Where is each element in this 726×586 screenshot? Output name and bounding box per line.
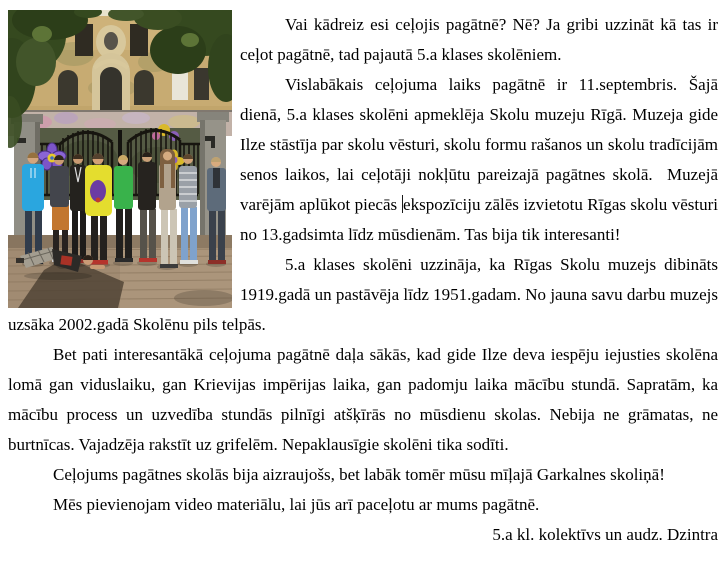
- signature-line: 5.a kl. kolektīvs un audz. Dzintra: [492, 525, 718, 544]
- paragraph-3: 5.a klases skolēni uzzināja, ka Rīgas Skolu muzejs dibināts 1919.gadā un pastāvēja līdz 1951.gadam. No jauna savu darbu muzejs uzsāka 2002.gadā Skolēnu pils telpās.: [8, 255, 718, 334]
- class-photo: [8, 10, 232, 308]
- paragraph-4: Bet pati interesantākā ceļojuma pagātnē daļa sākās, kad gide Ilze deva iespēju iejusties skolēna lomā gan viduslaiku, gan Krievijas impērijas laika, gan padomju laika mācību stundā. Sapratām, ka mācību process un uzvedība stundās pilnīgi atšķīrās no mūsdienu skolas. Nebija ne grāmatas, ne burtnīcas. Vajadzēja rakstīt uz grifelēm. Nepaklausīgie skolēni tika sodīti.: [8, 345, 718, 454]
- window: [194, 68, 209, 100]
- window: [58, 70, 78, 105]
- paragraph-1: Vai kādreiz esi ceļojis pagātnē? Nē? Ja gribi uzzināt kā tas ir ceļot pagātnē, tad pajautā 5.a klases skolēniem.: [240, 15, 718, 64]
- paragraph-2-after-cursor: ekspozīciju zālēs izvietotu Rīgas skolu vēsturi no 13.gadsimta līdz mūsdienām. Tas bija tik interesanti!: [240, 195, 718, 244]
- ornate-portal: [92, 53, 130, 110]
- paragraph-5: Ceļojums pagātnes skolās bija aizraujošs, bet labāk tomēr mūsu mīļajā Garkalnes skoliņā!: [53, 465, 665, 484]
- window: [130, 24, 148, 56]
- paragraph-6: Mēs pievienojam video materiālu, lai jūs arī paceļotu ar mums pagātnē.: [53, 495, 540, 514]
- class-photo-illustration: [8, 10, 232, 308]
- window: [172, 70, 188, 100]
- paragraph-2-before-cursor: Vislabākais ceļojuma laiks pagātnē ir 11.septembris. Šajā dienā, 5.a klases skolēni apmeklēja Skolu muzeju Rīgā. Muzeja gide Ilze stāstīja par skolu vēsturi, skolu formu rašanos un skolu tradīcijām senos laikos, lai ceļotāji nokļūtu pareizajā pagātnes skolā. Muzejā varējām aplūkot piecās: [240, 75, 718, 214]
- window: [134, 70, 154, 105]
